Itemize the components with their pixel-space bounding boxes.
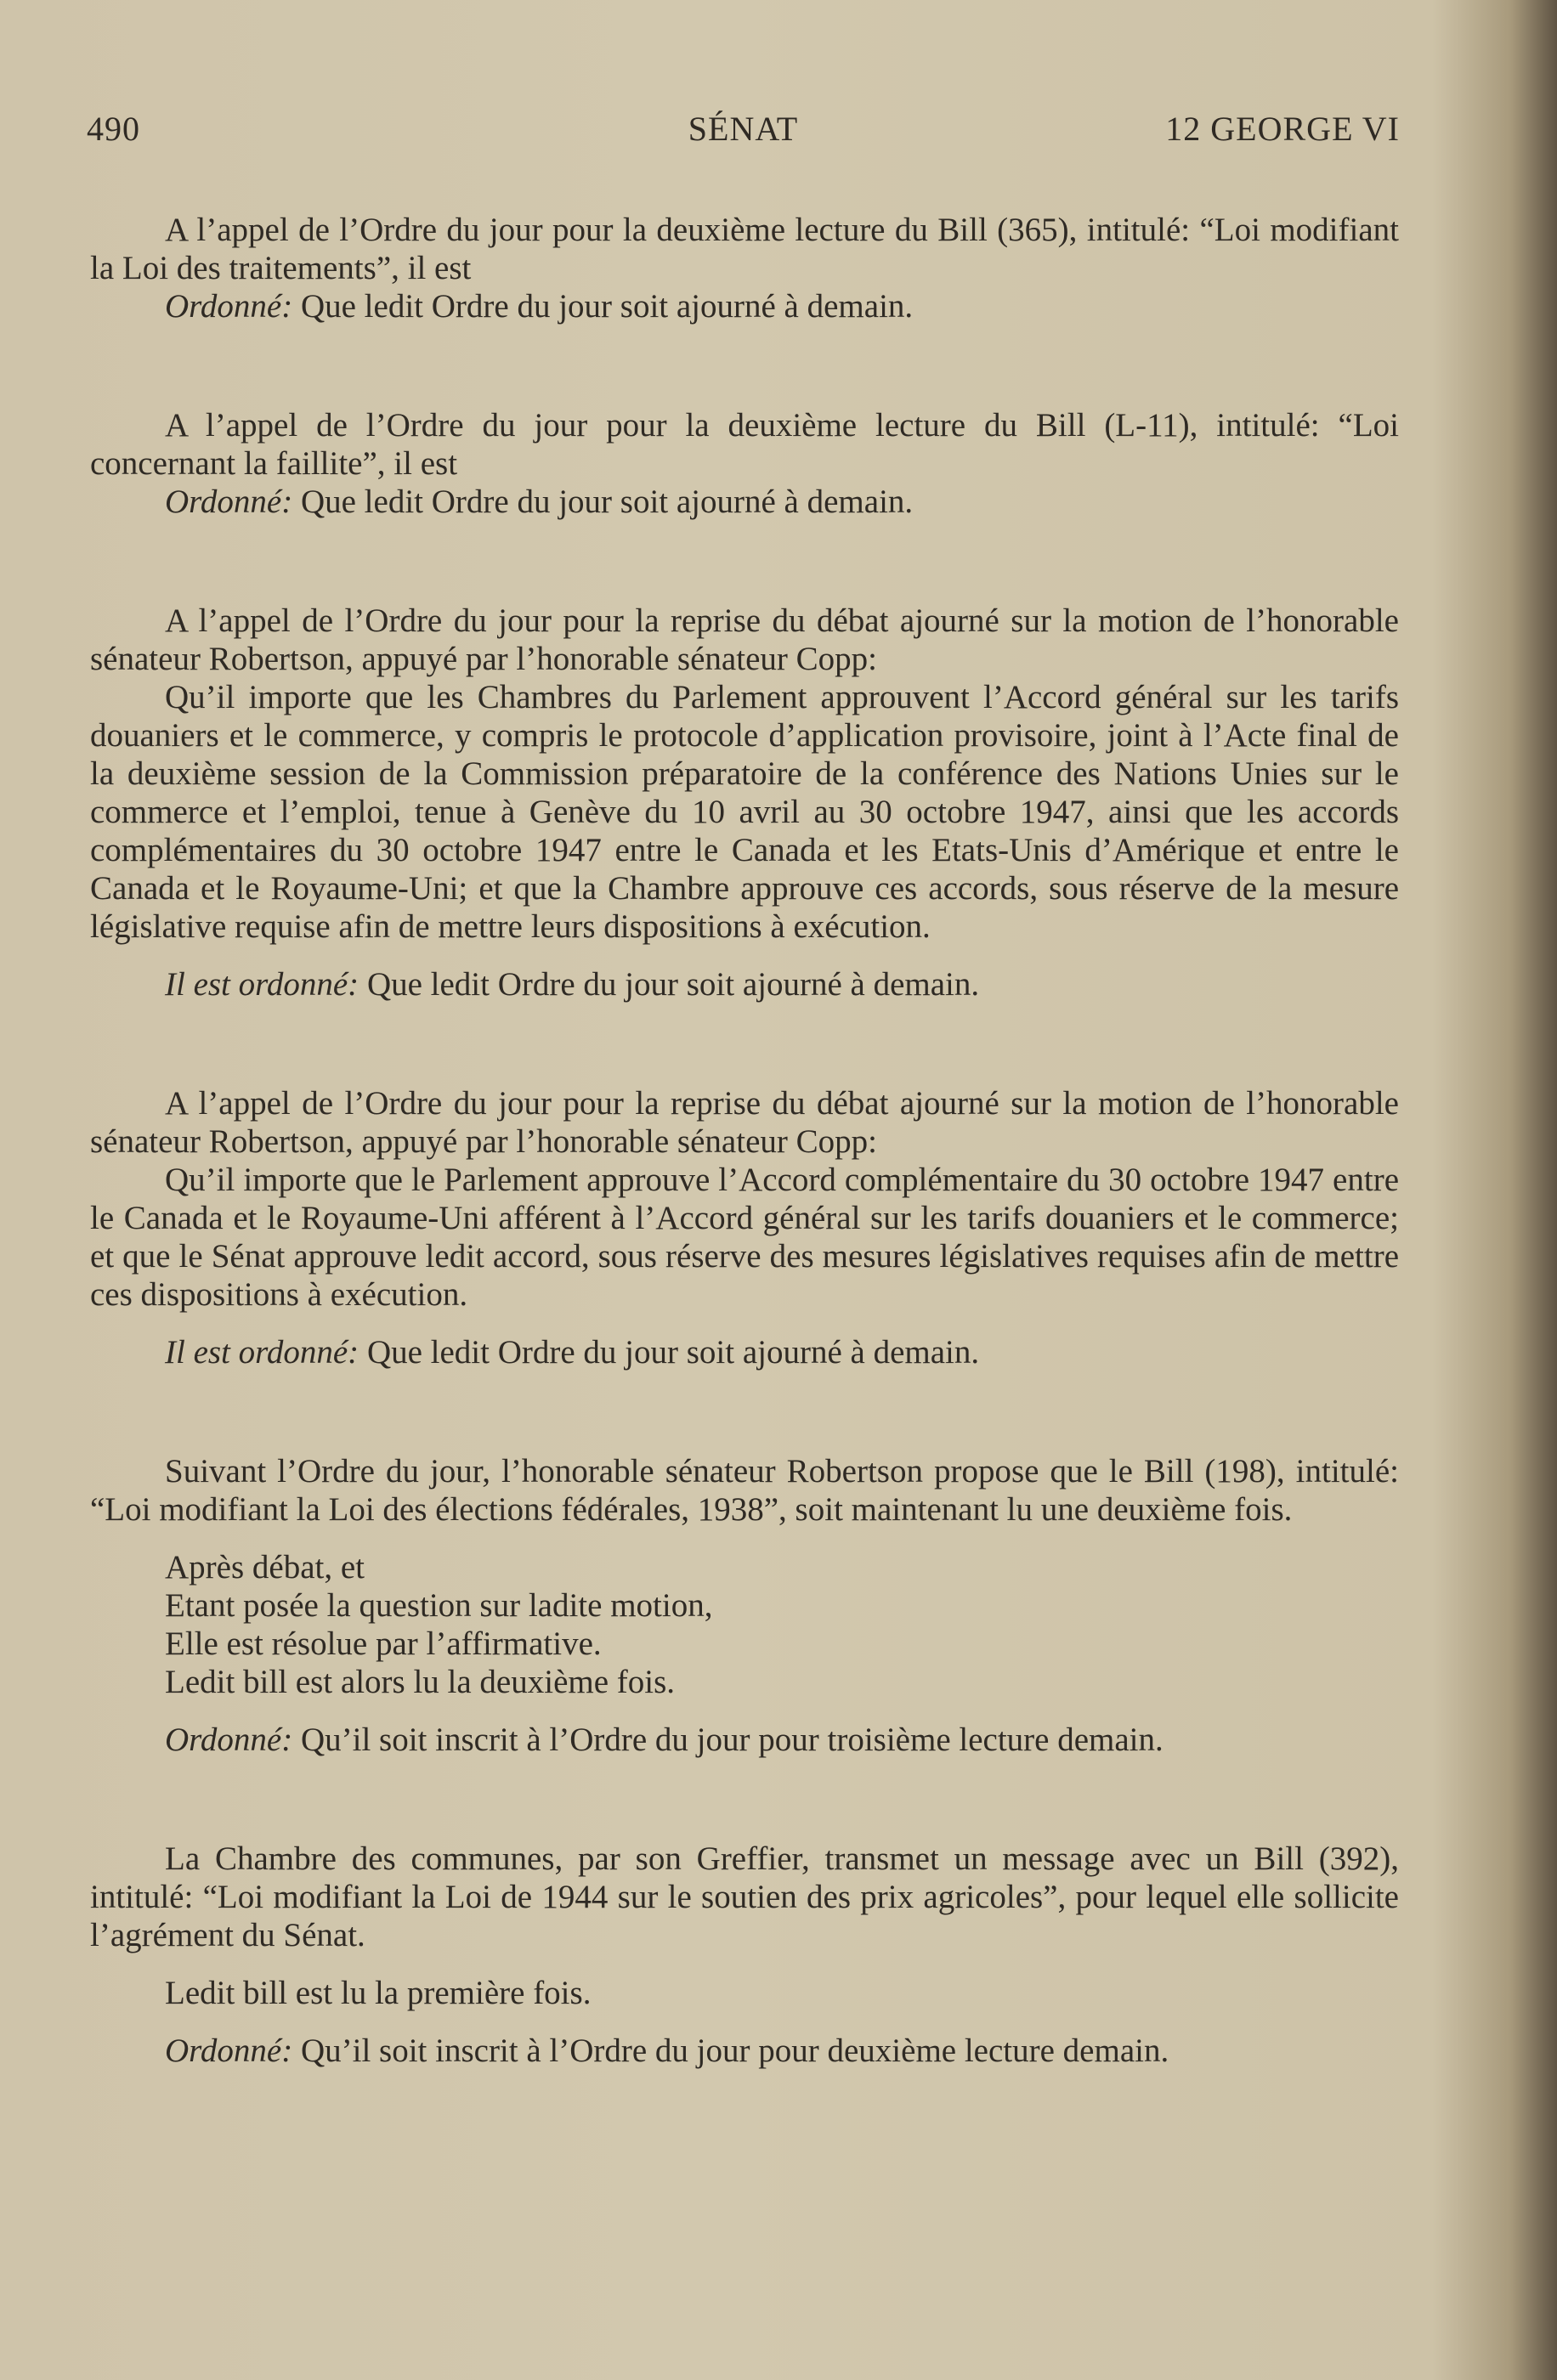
entry-motion-accord-complementaire — [90, 1084, 1399, 1371]
motion-text: Qu’il importe que le Parlement approuve l’Accord complémentaire du 30 octobre 1947 entre le Canada et le Royaume-Uni afférent à l’Accord général sur les tarifs douaniers et le commerce; et que le Sénat approuve ledit accord, sous réserve des mesures législatives requises afin de mettre ces dispositions à exécution. — [90, 1162, 1399, 1313]
order-text: Qu’il soit inscrit à l’Ordre du jour pour troisième lecture demain. — [300, 1721, 1164, 1758]
order-text: Que ledit Ordre du jour soit ajourné à demain. — [366, 966, 980, 1003]
entry-bill-198 — [90, 1452, 1399, 1759]
order-text: Que ledit Ordre du jour soit ajourné à demain. — [300, 288, 914, 325]
entry-intro: A l’appel de l’Ordre du jour pour la reprise du débat ajourné sur la motion de l’honorable sénateur Robertson, appuyé par l’honorable sénateur Copp: — [90, 602, 1399, 677]
entry-intro: A l’appel de l’Ordre du jour pour la reprise du débat ajourné sur la motion de l’honorable sénateur Robertson, appuyé par l’honorable sénateur Copp: — [90, 1085, 1399, 1160]
order-label: Ordonné: — [165, 2032, 293, 2069]
order-label: Ordonné: — [165, 1721, 293, 1758]
order-label: Ordonné: — [165, 288, 293, 325]
order-text: Que ledit Ordre du jour soit ajourné à demain. — [300, 483, 914, 520]
order-text: Qu’il soit inscrit à l’Ordre du jour pour deuxième lecture demain. — [300, 2032, 1169, 2069]
procedure-line: Après débat, et — [165, 1549, 365, 1586]
page-number: 490 — [87, 110, 140, 148]
entry-intro: Suivant l’Ordre du jour, l’honorable sénateur Robertson propose que le Bill (198), intitulé: “Loi modifiant la Loi des élections fédérales, 1938”, soit maintenant lu une deuxième fois. — [90, 1453, 1399, 1528]
entry-intro: A l’appel de l’Ordre du jour pour la deuxième lecture du Bill (365), intitulé: “Loi modifiant la Loi des traitements”, il est — [90, 212, 1399, 286]
entry-bill-392 — [90, 1840, 1399, 2070]
page-title: SÉNAT — [688, 110, 799, 148]
entry-bill-365 — [90, 211, 1399, 325]
journal-body — [90, 211, 1399, 2151]
entry-intro: La Chambre des communes, par son Greffier, transmet un message avec un Bill (392), intitulé: “Loi modifiant la Loi de 1944 sur le soutien des prix agricoles”, pour lequel elle sollicite l’agrément du Sénat. — [90, 1840, 1399, 1953]
order-label: Ordonné: — [165, 483, 293, 520]
reign-label: 12 GEORGE VI — [1165, 110, 1400, 148]
procedure-line: Ledit bill est alors lu la deuxième fois. — [165, 1664, 676, 1700]
reading-text: Ledit bill est lu la première fois. — [165, 1975, 592, 2011]
entry-motion-accord-general — [90, 602, 1399, 1003]
order-label: Il est ordonné: — [165, 1334, 360, 1371]
entry-bill-l11 — [90, 406, 1399, 521]
order-text: Que ledit Ordre du jour soit ajourné à demain. — [366, 1334, 980, 1371]
page-header — [87, 109, 1400, 151]
procedure-line: Etant posée la question sur ladite motion, — [165, 1587, 713, 1624]
order-label: Il est ordonné: — [165, 966, 360, 1003]
motion-text: Qu’il importe que les Chambres du Parlement approuvent l’Accord général sur les tarifs douaniers et le commerce, y compris le protocole d’application provisoire, joint à l’Acte final de la deuxième session de la Commission préparatoire de la conférence des Nations Unies sur le commerce et l’emploi, tenue à Genève du 10 avril au 30 octobre 1947, ainsi que les accords complémentaires du 30 octobre 1947 entre le Canada et les Etats-Unis d’Amérique et entre le Canada et le Royaume-Uni; et que la Chambre approuve ces accords, sous réserve de la mesure législative requise afin de mettre leurs dispositions à exécution. — [90, 679, 1399, 945]
entry-intro: A l’appel de l’Ordre du jour pour la deuxième lecture du Bill (L-11), intitulé: “Loi concernant la faillite”, il est — [90, 407, 1399, 482]
procedure-line: Elle est résolue par l’affirmative. — [165, 1625, 602, 1662]
